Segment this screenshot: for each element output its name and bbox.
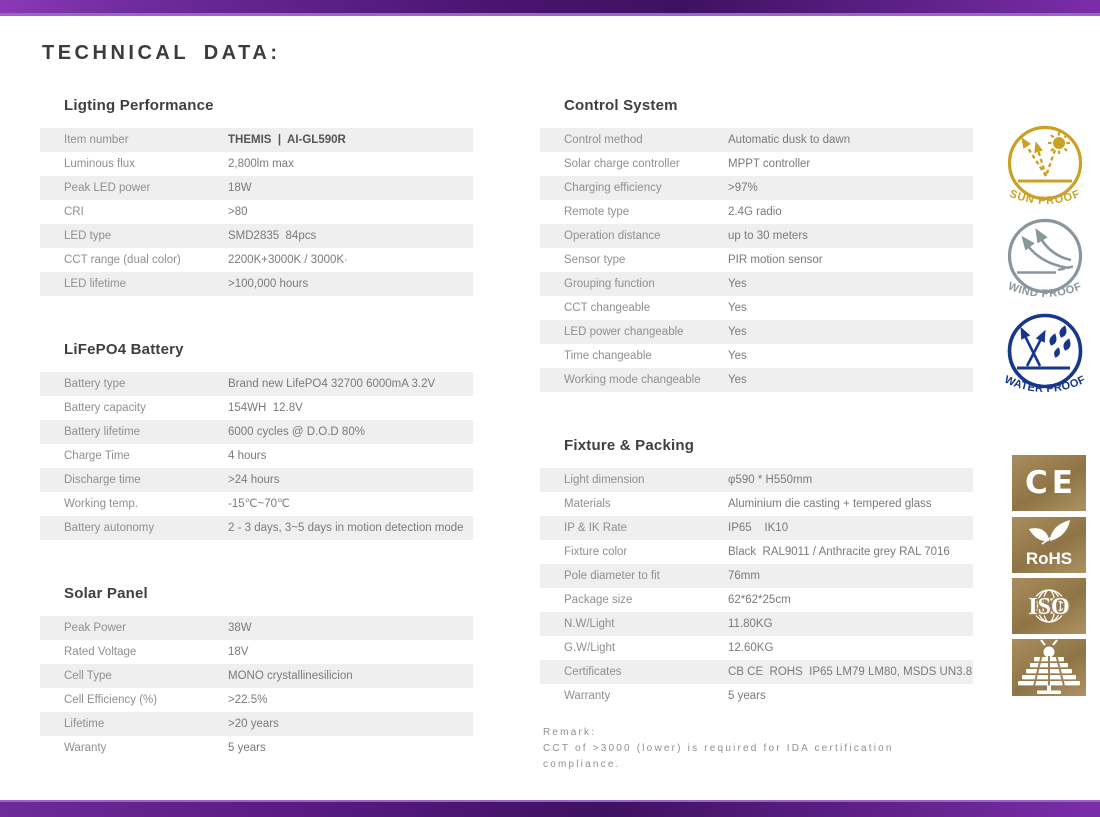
- table-row: [40, 688, 473, 712]
- sun-proof-icon: [1000, 122, 1090, 218]
- iso-globe-icon: [1012, 578, 1086, 634]
- row-label: Lifetime: [64, 718, 105, 730]
- row-label: Materials: [564, 498, 611, 510]
- svg-text:SUN PROOF: [1008, 188, 1082, 207]
- table-row: [540, 368, 973, 392]
- row-label: Luminous flux: [64, 158, 135, 170]
- table-row: [540, 540, 973, 564]
- section-title: Ligting Performance: [64, 97, 214, 114]
- table-row: [540, 320, 973, 344]
- row-label: CCT range (dual color): [64, 254, 181, 266]
- row-label: Light dimension: [564, 474, 645, 486]
- row-value: MPPT controller: [728, 158, 811, 170]
- table-row: [540, 588, 973, 612]
- row-value: 18W: [228, 182, 252, 194]
- row-value: 2200K+3000K / 3000K·: [228, 254, 348, 266]
- row-label: Remote type: [564, 206, 630, 218]
- row-value: >22.5%: [228, 694, 268, 706]
- row-value: Yes: [728, 302, 747, 314]
- row-value: 76mm: [728, 570, 760, 582]
- spec-table-solar: [40, 616, 473, 760]
- table-row: [40, 396, 473, 420]
- table-row: [540, 248, 973, 272]
- spec-table-battery: [40, 372, 473, 540]
- table-row: [40, 420, 473, 444]
- iso-badge-label: ISO: [1028, 594, 1070, 620]
- row-label: Grouping function: [564, 278, 655, 290]
- row-label: Charge Time: [64, 450, 130, 462]
- table-row: [540, 128, 973, 152]
- table-row: [40, 248, 473, 272]
- sun-proof-label: SUN PROOF: [1007, 187, 1083, 208]
- right-column: [540, 97, 973, 773]
- row-value: >20 years: [228, 718, 279, 730]
- table-row: [540, 152, 973, 176]
- spec-table-control: [540, 128, 973, 392]
- section-title: Solar Panel: [64, 585, 148, 602]
- row-label: Battery autonomy: [64, 522, 155, 534]
- row-value: Aluminium die casting + tempered glass: [728, 498, 932, 510]
- solar-panel-icon: [1012, 639, 1086, 696]
- table-row: [40, 224, 473, 248]
- remark-text: CCT of >3000 (lower) is required for IDA certification compliance.: [543, 743, 894, 770]
- spec-table-fixture: [540, 468, 973, 708]
- table-row: [40, 712, 473, 736]
- row-value: CB CE ROHS IP65 LM79 LM80, MSDS UN3.8: [728, 666, 973, 678]
- row-value: >80: [228, 206, 248, 218]
- svg-text:WATER PROOF: [1003, 374, 1088, 395]
- remark-label: Remark:: [543, 727, 597, 738]
- row-value: φ590 * H550mm: [728, 474, 813, 486]
- table-row: [540, 176, 973, 200]
- table-row: [540, 224, 973, 248]
- table-row: [40, 128, 473, 152]
- row-value: 2.4G radio: [728, 206, 782, 218]
- section-title: LiFePO4 Battery: [64, 341, 184, 358]
- solar-panel-badge: [1012, 639, 1086, 696]
- section-battery: [40, 341, 473, 540]
- table-row: [40, 640, 473, 664]
- row-label: Charging efficiency: [564, 182, 662, 194]
- row-value: 4 hours: [228, 450, 267, 462]
- row-value: PIR motion sensor: [728, 254, 823, 266]
- row-value: Yes: [728, 350, 747, 362]
- table-row: [540, 684, 973, 708]
- row-value: 38W: [228, 622, 252, 634]
- row-value: 5 years: [728, 690, 766, 702]
- row-value: 2,800lm max: [228, 158, 294, 170]
- row-value: Black RAL9011 / Anthracite grey RAL 7016: [728, 546, 950, 558]
- table-row: [40, 616, 473, 640]
- row-value: up to 30 meters: [728, 230, 808, 242]
- row-label: Warranty: [564, 690, 611, 702]
- row-label: Cell Efficiency (%): [64, 694, 158, 706]
- table-row: [40, 372, 473, 396]
- table-row: [540, 564, 973, 588]
- row-value: 5 years: [228, 742, 266, 754]
- row-label: Control method: [564, 134, 643, 146]
- row-value: 12.60KG: [728, 642, 774, 654]
- row-label: Peak Power: [64, 622, 127, 634]
- ce-badge: [1012, 455, 1086, 511]
- wind-proof-icon: [1000, 215, 1090, 311]
- row-value: Automatic dusk to dawn: [728, 134, 851, 146]
- left-column: [40, 97, 473, 760]
- row-label: Solar charge controller: [564, 158, 680, 170]
- table-row: [40, 736, 473, 760]
- bottom-accent-bar: [0, 800, 1100, 817]
- row-value: 62*62*25cm: [728, 594, 791, 606]
- row-label: Package size: [564, 594, 633, 606]
- row-value: Brand new LifePO4 32700 6000mA 3.2V: [228, 378, 436, 390]
- row-label: N.W/Light: [564, 618, 615, 630]
- table-row: [540, 272, 973, 296]
- table-row: [40, 492, 473, 516]
- water-proof-icon: [1000, 310, 1090, 406]
- row-label: Working temp.: [64, 498, 138, 510]
- row-label: CRI: [64, 206, 84, 218]
- row-value: MONO crystallinesilicion: [228, 670, 353, 682]
- table-row: [540, 296, 973, 320]
- spec-table-lighting: [40, 128, 473, 296]
- row-value: 2 - 3 days, 3~5 days in motion detection mode: [228, 522, 464, 534]
- row-value: 154WH 12.8V: [228, 402, 303, 414]
- svg-text:WIND PROOF: [1006, 280, 1083, 300]
- section-fixture-packing: [540, 437, 973, 708]
- table-row: [40, 200, 473, 224]
- table-row: [540, 612, 973, 636]
- row-value: Yes: [728, 374, 747, 386]
- row-label: Battery lifetime: [64, 426, 141, 438]
- table-row: [40, 176, 473, 200]
- row-value: >24 hours: [228, 474, 280, 486]
- row-label: Working mode changeable: [564, 374, 701, 386]
- table-row: [540, 492, 973, 516]
- table-row: [540, 636, 973, 660]
- table-row: [40, 516, 473, 540]
- row-value: Yes: [728, 278, 747, 290]
- section-control-system: [540, 97, 973, 392]
- table-row: [40, 664, 473, 688]
- section-lighting-performance: [40, 97, 473, 296]
- table-row: [540, 468, 973, 492]
- rohs-leaf-icon: [1012, 517, 1086, 573]
- row-value: THEMIS | AI-GL590R: [228, 134, 346, 146]
- rohs-badge: [1012, 517, 1086, 573]
- table-row: [40, 444, 473, 468]
- row-label: Battery capacity: [64, 402, 146, 414]
- section-title: Control System: [564, 97, 678, 114]
- wind-proof-label: WIND PROOF: [1006, 280, 1084, 301]
- row-label: Sensor type: [564, 254, 626, 266]
- table-row: [540, 200, 973, 224]
- row-value: >100,000 hours: [228, 278, 309, 290]
- row-label: Pole diameter to fit: [564, 570, 660, 582]
- top-accent-bar: [0, 0, 1100, 16]
- row-value: >97%: [728, 182, 758, 194]
- row-value: Yes: [728, 326, 747, 338]
- table-row: [540, 344, 973, 368]
- row-label: Item number: [64, 134, 129, 146]
- ce-badge-label: CE: [1025, 465, 1077, 501]
- row-value: -15℃~70℃: [228, 498, 290, 510]
- table-row: [40, 272, 473, 296]
- row-label: LED power changeable: [564, 326, 684, 338]
- row-label: Rated Voltage: [64, 646, 137, 658]
- row-label: Cell Type: [64, 670, 112, 682]
- row-value: 11.80KG: [728, 618, 773, 630]
- iso-badge: [1012, 578, 1086, 634]
- page-title: TECHNICAL DATA:: [42, 42, 281, 64]
- row-value: IP65 IK10: [728, 522, 789, 534]
- row-label: LED type: [64, 230, 112, 242]
- row-label: G.W/Light: [564, 642, 616, 654]
- row-label: Time changeable: [564, 350, 652, 362]
- row-label: LED lifetime: [64, 278, 126, 290]
- row-label: IP & IK Rate: [564, 522, 628, 534]
- row-label: Discharge time: [64, 474, 141, 486]
- section-solar-panel: [40, 585, 473, 760]
- section-title: Fixture & Packing: [564, 437, 695, 454]
- rohs-badge-label: RoHS: [1025, 549, 1073, 568]
- row-value: 18V: [228, 646, 249, 658]
- row-label: Operation distance: [564, 230, 661, 242]
- water-proof-label: WATER PROOF: [1002, 373, 1088, 396]
- row-value: 6000 cycles @ D.O.D 80%: [228, 426, 365, 438]
- row-label: CCT changeable: [564, 302, 651, 314]
- row-label: Waranty: [64, 742, 107, 754]
- row-value: SMD2835 84pcs: [228, 230, 317, 242]
- row-label: Fixture color: [564, 546, 628, 558]
- table-row: [540, 516, 973, 540]
- table-row: [40, 468, 473, 492]
- row-label: Peak LED power: [64, 182, 151, 194]
- table-row: [40, 152, 473, 176]
- remark-note: [543, 725, 973, 773]
- table-row: [540, 660, 973, 684]
- row-label: Battery type: [64, 378, 126, 390]
- row-label: Certificates: [564, 666, 622, 678]
